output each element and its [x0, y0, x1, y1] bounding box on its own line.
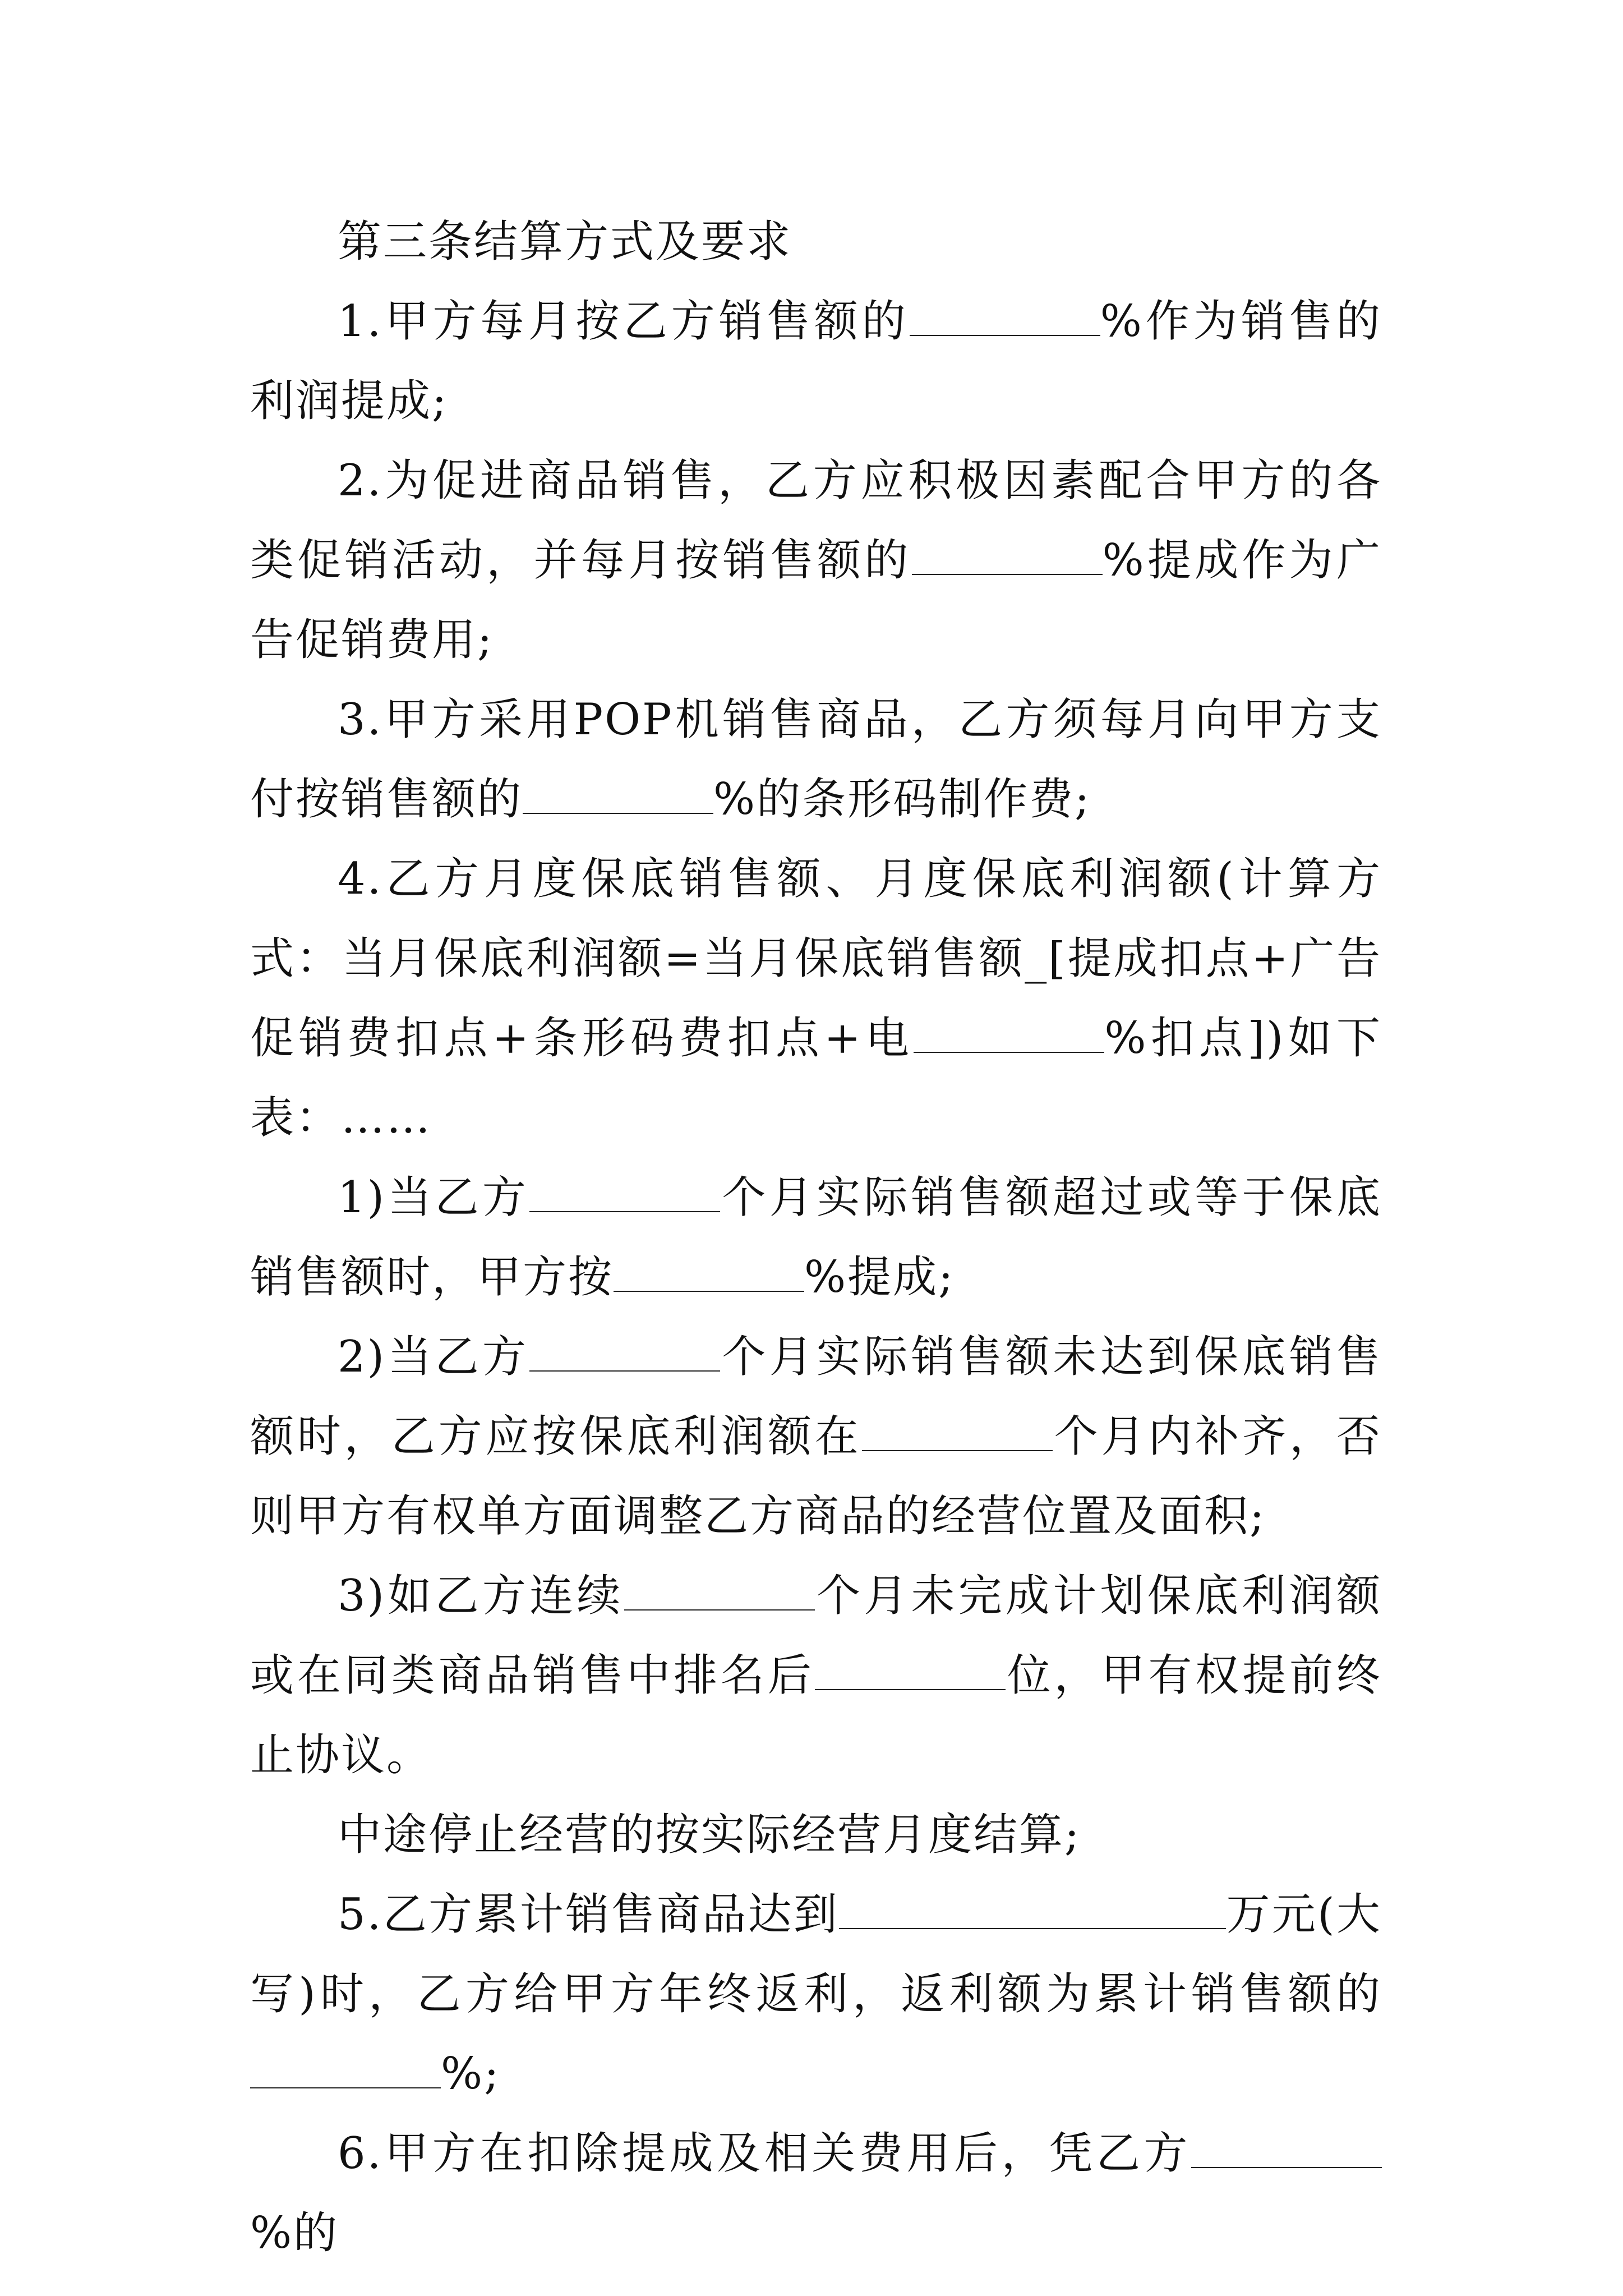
- text-run: %;: [441, 2049, 501, 2099]
- text-run: 2.为促进商品销售，乙方应积极因素配合甲方的各类促销活动，并每月按销售额的: [250, 455, 1382, 586]
- fill-in-blank: [624, 1570, 815, 1611]
- fill-in-blank: [529, 1172, 720, 1212]
- fill-in-blank: [523, 774, 713, 814]
- text-run: %扣点])如下表：……: [250, 1013, 1382, 1143]
- clause-4: [250, 839, 1382, 1158]
- document-body: [250, 202, 1382, 2273]
- fill-in-blank: [912, 535, 1103, 575]
- clause-4-item-3: [250, 1556, 1382, 1795]
- text-run: 个月实际销售额超过或等于保底销售额时，甲方按: [250, 1172, 1382, 1303]
- fill-in-blank: [1191, 2128, 1382, 2168]
- clause-2: [250, 441, 1382, 680]
- text-run: 6.甲方在扣除提成及相关费用后，凭乙方: [338, 2128, 1191, 2179]
- text-run: 个月实际销售额未达到保底销售额时，乙方应按保底利润额在: [250, 1332, 1382, 1462]
- clause-5: [250, 1875, 1382, 2114]
- text-run: %作为销售的利润提成;: [250, 296, 1382, 426]
- text-run: 个月内补齐，否则甲方有权单方面调整乙方商品的经营位置及面积;: [250, 1411, 1382, 1542]
- text-run: 万元(大写)时，乙方给甲方年终返利，返利额为累计销售额的: [250, 1889, 1382, 2019]
- clause-6: [250, 2114, 1382, 2273]
- fill-in-blank: [910, 296, 1100, 336]
- text-run: 5.乙方累计销售商品达到: [338, 1889, 840, 1940]
- clause-4-item-2: [250, 1317, 1382, 1556]
- clause-1: [250, 282, 1382, 441]
- text-run: 中途停止经营的按实际经营月度结算;: [338, 1810, 1081, 1860]
- fill-in-blank: [815, 1650, 1006, 1690]
- fill-in-blank: [862, 1411, 1053, 1451]
- text-run: 3)如乙方连续: [338, 1571, 624, 1621]
- clause-4-item-1: [250, 1158, 1382, 1317]
- text-run: %提成;: [804, 1252, 955, 1303]
- text-run: %的条形码制作费;: [713, 774, 1091, 825]
- text-run: 3.甲方采用POP机销售商品，乙方须每月向甲方支付按销售额的: [250, 694, 1382, 825]
- fill-in-blank: [529, 1331, 720, 1372]
- clause-3: [250, 680, 1382, 839]
- fill-in-blank: [839, 1889, 1226, 1929]
- text-run: 1.甲方每月按乙方销售额的: [338, 296, 910, 347]
- text-run: 个月未完成计划保底利润额或在同类商品销售中排名后: [250, 1571, 1382, 1701]
- text-run: 1)当乙方: [338, 1172, 530, 1223]
- text-run: 4.乙方月度保底销售额、月度保底利润额(计算方式：当月保底利润额=当月保底销售额_[提成扣点+广告促销费扣点+条形码费扣点+电: [250, 854, 1382, 1064]
- fill-in-blank: [614, 1251, 804, 1292]
- section-heading: [250, 202, 1382, 282]
- midway-termination-note: [250, 1795, 1382, 1875]
- fill-in-blank: [914, 1013, 1104, 1053]
- fill-in-blank: [250, 2048, 441, 2088]
- text-run: 第三条结算方式及要求: [338, 217, 792, 267]
- text-run: %提成作为广告促销费用;: [250, 535, 1382, 665]
- text-run: 2)当乙方: [338, 1332, 530, 1382]
- text-run: %的: [250, 2208, 339, 2258]
- text-run: 位，甲有权提前终止协议。: [250, 1650, 1382, 1780]
